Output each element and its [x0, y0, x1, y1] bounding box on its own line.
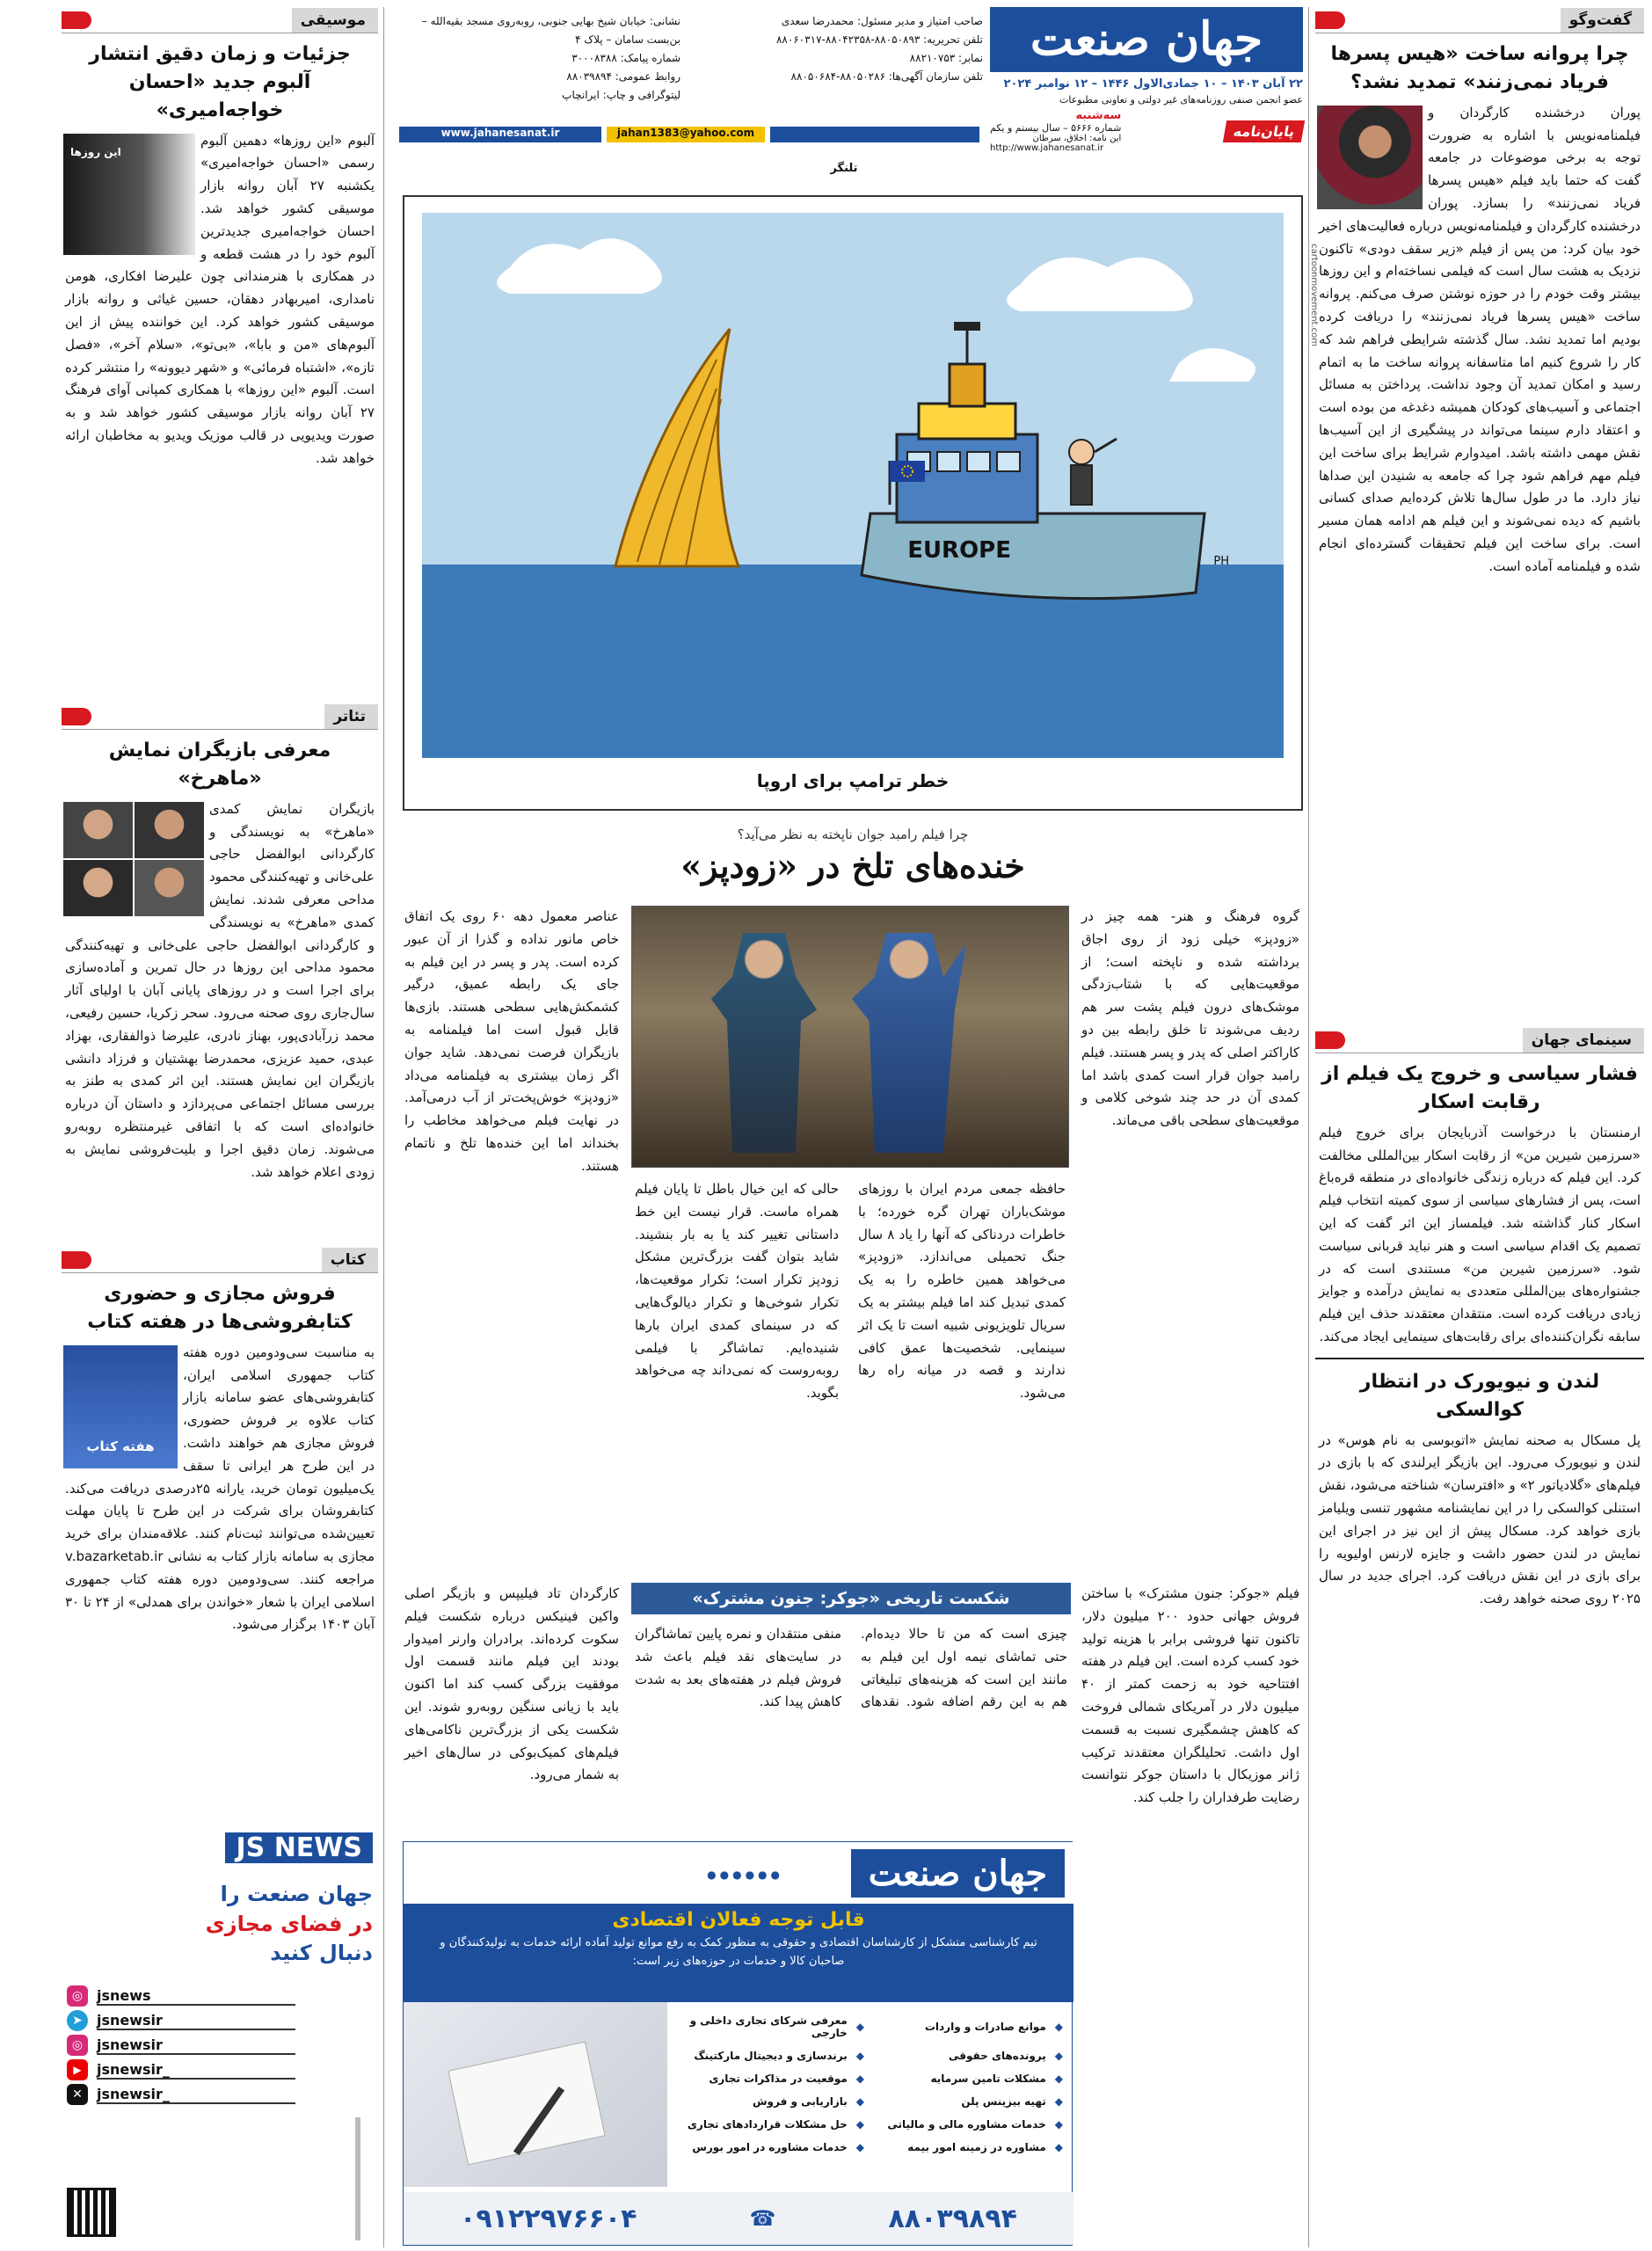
interview-photo: [1317, 106, 1423, 209]
qr-code-icon[interactable]: [67, 2188, 116, 2237]
history-title: شکست تاریخی «جوکر: جنون مشترک»: [692, 1589, 1010, 1608]
section-label: تئاتر: [324, 704, 378, 729]
youtube-icon: ▶: [67, 2059, 88, 2080]
music-body: آلبوم «این روزها» دهمین آلبوم رسمی «احسان خواجه‌امیری» یکشنبه ۲۷ آبان روانه بازار موسیقی کشور خواهد شد. احسان خواجه‌امیری جدیدترین آلبوم خود را در هشت قطعه و در همکاری با هنرمندانی چون علیرضا افکاری، هومن نامداری، امیربهادر دهقان، حسین غیاثی و روانه بازار موسیقی کشور خواهد کرد. این خواننده پیش از این آلبوم‌های «من و بابا»، «بی‌تو»، «سلام آخر»، «فصل تازه»، «اشتباه فرمائی» و «شهر دیوونه» را منتشر کرده است. آلبوم «این روزها» با همکاری کمپانی آوای فرهنگ ۲۷ آبان روانه بازار موسیقی کشور خواهد شد و به صورت ویدیویی در قالب موزیک ویدیو به مخاطبان ارائه خواهد شد.: [65, 132, 375, 466]
x-icon: ✕: [67, 2084, 88, 2105]
jsnews-line-1: جهان صنعت را: [220, 1882, 373, 1906]
book-title: فروش مجازی و حضوری کتابفروشی‌ها در هفته کتاب: [87, 1283, 353, 1333]
book-body: به مناسبت سی‌ودومین دوره هفته کتاب جمهوری اسلامی ایران، کتابفروشی‌های عضو سامانه بازار کتاب علاوه بر فروش حضوری، فروش مجازی هم خواهند داشت. در این طرح هر ایرانی تا سقف یک‌میلیون تومان خرید، یارانه ۲۵درصدی دریافت می‌کند. کتابفروشان برای شرکت در این طرح تا پایان مهلت تعیین‌شده می‌توانند ثبت‌نام کنند. علاقه‌مندان برای خرید مجازی به سامانه بازار کتاب به نشانی v.bazarketab.ir مراجعه کنند. سی‌ودومین دوره هفته کتاب جمهوری اسلامی ایران با شعار «خواندن برای همدلی» از ۲۴ تا ۳۰ آبان ۱۴۰۳ برگزار می‌شود.: [65, 1344, 375, 1633]
social-handle[interactable]: ◎ jsnewsir: [67, 2035, 295, 2056]
social-handle[interactable]: ✕ jsnewsir_: [67, 2084, 295, 2105]
section-label: گفت‌وگو: [1561, 8, 1644, 33]
main-intro-col: [1078, 906, 1303, 1275]
fax: نمابر: ۸۸۲۱۰۷۵۳: [909, 52, 983, 64]
section-header-book: [62, 1247, 378, 1273]
section-marker: [1315, 11, 1345, 29]
book-section: [62, 1247, 378, 1636]
ad-item: ◆ حل مشکلات قراردادهای تجاری: [687, 2118, 864, 2131]
section-marker: [62, 1251, 91, 1269]
theater-section: [62, 703, 378, 1184]
ad-item: ◆ معرفی شرکای تجاری داخلی و خارجی: [689, 2014, 864, 2039]
jsnews-box[interactable]: [62, 1827, 378, 2247]
social-handle[interactable]: ◎ jsnews: [67, 1985, 295, 2007]
section-label: سینمای جهان: [1523, 1028, 1644, 1053]
issue: شماره ۵۶۶۶ – سال بیستم و یکم: [990, 122, 1122, 134]
ad-item: ◆ موانع صادرات و واردات: [924, 2021, 1063, 2033]
email[interactable]: jahan1383@yahoo.com: [607, 127, 765, 142]
date-line: ۲۲ آبان ۱۴۰۳ – ۱۰ جمادی‌الاول ۱۴۴۶ – ۱۲ نوامبر ۲۰۲۴: [1003, 77, 1303, 91]
main-body-2: حالی که این خیال باطل تا پایان فیلم همراه ماست. قرار نیست این خط داستانی تغییر کند یا به بار بنشیند. شاید بتوان گفت بزرگ‌ترین مشکل زودپز تکرار است؛ تکرار موقعیت‌ها، تکرار شوخی‌ها و تکرار دیالوگ‌هایی که در سینمای کمدی ایران بارها شنیده‌ایم. تماشاگر با فیلمی روبه‌روست که نمی‌داند چه می‌خواهد بگوید.: [635, 1181, 839, 1402]
history-body-2: چیزی است که من تا حالا دیده‌ام. حتی تماشای نیمه اول این فیلم به مانند این است که هزینه‌های تبلیغاتی هم به این رقم اضافه شود. نقدهای منفی منتقدان و نمره پایین تماشاگران در سایت‌های نقد فیلم باعث شد فروش فیلم در هفته‌های بعد به شدت کاهش پیدا کند.: [635, 1626, 1067, 1710]
ad-item: ◆ خدمات مشاوره در امور بورس: [692, 2141, 864, 2153]
world-body-2: پل مسکال به صحنه نمایش «اتوبوسی به نام هوس» در لندن و نیویورک می‌رود. این بازیگر ایرلندی که با بازی در فیلم‌های «گلادیاتور ۲» و «افترسان» شناخته می‌شود، نقش استنلی کوالسکی را در این نمایشنامه مشهور تنسی ویلیامز بازی خواهد کرد. مسکال پیش از این نیز در اجرای این نمایش در لندن حضور داشت و جایزه لارنس اولیویه را برای بازی در این نقش دریافت کرد. اجرای جدید در سال ۲۰۲۵ روی صحنه خواهد رفت.: [1318, 1431, 1641, 1607]
sms: شماره پیامک: ۳۰۰۰۸۳۸۸: [571, 52, 680, 64]
logo[interactable]: جهان صنعت: [990, 7, 1303, 72]
ad-box[interactable]: [403, 1841, 1073, 2246]
jsnews-line-2: در فضای مجازی: [205, 1911, 373, 1936]
main-col-mid: [631, 1178, 842, 1539]
history-col-mid: [631, 1623, 1071, 1825]
ad-item: ◆ بازاریابی و فروش: [753, 2095, 864, 2108]
ad-image: [404, 2002, 667, 2187]
main-col-left: [401, 906, 622, 1539]
telegram-icon: ➤: [67, 2010, 88, 2031]
ad-item: ◆ پرونده‌های حقوقی: [949, 2050, 1063, 2062]
section-header-theater: [62, 703, 378, 730]
subtitle: عضو انجمن صنفی روزنامه‌های غیر دولتی و تعاونی مطبوعات: [1059, 94, 1303, 106]
ad-dots: ●●●●●●: [707, 1869, 783, 1881]
ad-phone-2[interactable]: ۰۹۱۲۲۹۷۶۶۰۴: [460, 2203, 637, 2234]
tower-icon: [355, 2117, 360, 2240]
day: سه‌شنبه: [1075, 109, 1122, 122]
instagram-icon: ◎: [67, 2035, 88, 2056]
cartoon-frame: [403, 195, 1319, 811]
instagram-icon: ◎: [67, 1985, 88, 2007]
ad-item: ◆ مشکلات تامین سرمایه: [930, 2073, 1063, 2085]
section-header-world: [1315, 1027, 1644, 1053]
ad-item: ◆ تهیه بیزینس پلن: [961, 2095, 1063, 2108]
tel: تلفن تحریریه: ۸۸۰۵۰۸۹۳-۸۸۰۴۲۳۵۸-۸۸۰۶۰۳۱۷: [775, 33, 983, 46]
jsnews-badge: JS NEWS: [225, 1832, 373, 1863]
main-body-1: حافظه جمعی مردم ایران با روزهای موشک‌باران تهران گره خورده؛ با خاطرات دردناکی که آنها را یاد ۸ سال جنگ تحمیلی می‌اندازد. «زودپز» می‌خواهد همین خاطره را به یک کمدی تبدیل کند اما فیلم بیشتر به یک سریال تلویزیونی شبیه است تا یک اثر سینمایی. شخصیت‌ها عمق کافی ندارند و قصه در میانه راه رها می‌شود.: [858, 1181, 1066, 1402]
book-poster: هفته کتاب: [63, 1345, 178, 1468]
world-title-1: فشار سیاسی و خروج یک فیلم از رقابت اسکار: [1321, 1063, 1638, 1113]
section-label: موسیقی: [292, 8, 378, 33]
ad-sub: تیم کارشناسی متشکل از کارشناسان اقتصادی و حقوقی به منظور کمک به رفع موانع تولید آماده ارائه خدمات به تولیدکنندگان و صاحبان کالا و خدمات در حوزه‌های زیر است:: [440, 1936, 1037, 1968]
main-title: خنده‌های تلخ در «زودپز»: [680, 846, 1025, 885]
publisher: صاحب امتیاز و مدیر مسئول: محمدرضا سعدی: [781, 15, 983, 27]
main-photo: [631, 906, 1069, 1168]
web-bar: [399, 127, 979, 142]
founder-note: این نامه: اخلاق، سرطان: [1032, 134, 1122, 143]
interview-body: پوران درخشنده کارگردان و فیلمنامه‌نویس با اشاره به ضرورت توجه به برخی موضوعات در جامعه گفت که حتما باید فیلم «هیس پسرها فریاد نمی‌زنند» را بسازد. پوران درخشنده کارگردان و فیلمنامه‌نویس درباره فعالیت‌های اخیر خود بیان کرد: من پس از فیلم «زیر سقف دودی» تاکنون نزدیک به هشت سال است که فیلمی نساخته‌ام و این روزها بیشتر وقت خودم را در حوزه نوشتن صرف می‌کنم. پروانه ساخت «هیس پسرها فریاد نمی‌زنند» را دریافت کرده بودیم اما تمدید نشد. سال گذشته شرایطی فراهم شد که کار را شروع کنیم اما متاسفانه پروانه ساخت ما به اتمام رسید و امکان تمدید آن وجود نداشت. پرداختن به مسائل اجتماعی و آسیب‌های کودکان همیشه دغدغه من بوده است و اعتقاد دارم سینما می‌تواند در پیشگیری از این آسیب‌ها نقش مهمی داشته باشد. امیدوارم شرایط برای ساخت این فیلم مهم فراهم شود چرا که جامعه به شنیدن این صداها نیاز دارد. ما در طول سال‌ها تلاش کرده‌ایم صدای کسانی باشیم که دیده نمی‌شوند و این فیلم هم ادامه همان مسیر است. برای ساخت این فیلم تحقیقات گسترده‌ای انجام شده و فیلمنامه آماده است.: [1319, 104, 1641, 574]
cartoon-caption: خطر ترامپ برای اروپا: [756, 770, 950, 791]
svg-text:PH: PH: [1213, 555, 1229, 568]
left-column: [62, 7, 378, 2247]
masthead: [990, 7, 1303, 153]
main-intro: گروه فرهنگ و هنر- همه چیز در «زودپز» خیلی زود از روی اجاق برداشته شده و ناپخته است؛ از موقعیت‌هایی که با شتاب‌زدگی موشک‌های درون فیلم پشت سر هم ردیف می‌شوند تا خلق رابطه بین دو کاراکتر اصلی که پدر و پسر هستند. فیلم رامبد جوان قرار است کمدی باشد اما کمدی آن در حد چند شوخی کلامی و موقعیت‌های سطحی باقی می‌ماند.: [1081, 908, 1299, 1129]
world-section: [1315, 1027, 1644, 1611]
section-header-interview: [1315, 7, 1644, 33]
social-handle[interactable]: ➤ jsnewsir: [67, 2010, 295, 2031]
print: لیتوگرافی و چاپ: ایرانچاپ: [562, 89, 680, 101]
section-marker: [62, 11, 91, 29]
ad-item: ◆ برندسازی و دیجیتال مارکتینگ: [694, 2050, 864, 2062]
cartoon-image: [404, 197, 1301, 809]
theater-body: بازیگران نمایش کمدی «ماهرخ» به نویسندگی و کارگردانی ابوالفضل حاجی علی‌خانی و تهیه‌کنندگی محمود مداحی معرفی شدند. نمایش کمدی «ماهرخ» به نویسندگی و کارگردانی ابوالفضل حاجی علی‌خانی و تهیه‌کنندگی محمود مداحی این روزها در حال تمرین و آماده‌سازی برای اجرا است و در روزهای پایانی آبان با اولیای آثار سال‌جاری روی صحنه می‌رود. سحر زکریا، حسین رفیعی، محمد زرآبادی‌پور، بهناز نادری، علیرضا ذوالفقاری، بهزاد عبدی، حمید عزیزی، محمدرضا بهشتیان و فرزاد دانشی بازیگران این نمایش هستند. این اثر کمدی به طنز به بررسی مسائل اجتماعی می‌پردازد و داستان آن درباره خانواده‌ای است که با اتفاقی غیرمنتظره روبه‌رو می‌شوند. زمان دقیق اجرا و بلیت‌فروشی نمایش به زودی اعلام خواهد شد.: [65, 800, 375, 1180]
world-body-1: ارمنستان با درخواست آذربایجان برای خروج فیلم «سرزمین شیرین من» از رقابت اسکار بین‌المللی مخالفت کرد. این فیلم که درباره زندگی خانواده‌ای در منطقه قره‌باغ است، پس از فشارهای سیاسی از سوی کمیته انتخاب فیلم اسکار کنار گذاشته شد. فیلمساز این اثر گفت که این تصمیم یک اقدام سیاسی است و هنر نباید قربانی سیاست شود. «سرزمین شیرین من» مستندی است که در جشنواره‌های بین‌المللی متعددی به نمایش درآمده و جوایز زیادی دریافت کرده است. منتقدان معتقدند حذف این فیلم سابقه نگران‌کننده‌ای برای رقابت‌های سینمایی ایجاد می‌کند.: [1319, 1124, 1641, 1344]
interview-title: چرا پروانه ساخت «هیس پسرها فریاد نمی‌زنند» تمدید نشد؟: [1330, 43, 1629, 93]
social-handle[interactable]: ▶ jsnewsir_: [67, 2059, 295, 2080]
main-col-right: [855, 1178, 1069, 1539]
main-body-3: عناصر معمول دهه ۶۰ روی یک اتفاق خاص مانور نداده و گذرا از آن عبور کرده است. پدر و پسر در این فیلم به جای یک رابطه عمیق، درگیر کشمکش‌هایی سطحی هستند. بازی‌ها قابل قبول است اما فیلمنامه به بازیگران فرصت نمی‌دهد. شاید جوان اگر زمان بیشتری به فیلمنامه می‌داد «زودپز» خوش‌پخت‌تر از آب درمی‌آمد. در نهایت فیلم می‌خواهد مخاطب را بخنداند اما این خنده‌ها تلخ و ناتمام هستند.: [404, 908, 619, 1174]
address: نشانی: خیابان شیخ بهایی جنوبی، روبه‌روی مسجد بقیه‌الله – بن‌بست سامان – پلاک ۴: [421, 15, 680, 46]
history-body-3: کارگردان تاد فیلیپس و بازیگر اصلی واکین فینیکس درباره شکست فیلم سکوت کرده‌اند. برادران وارنر امیدوار بودند این فیلم مانند قسمت اول موفقیت بزرگی کسب کند اما اکنون باید با زیانی سنگین روبه‌رو شوند. این شکست یکی از بزرگ‌ترین ناکامی‌های فیلم‌های کمیک‌بوکی در سال‌های اخیر به شمار می‌رود.: [404, 1585, 619, 1783]
ad-item: ◆ مشاوره در زمینه امور بیمه: [907, 2141, 1063, 2153]
history-col-right: [1078, 1583, 1303, 2247]
divider: [1315, 1358, 1644, 1359]
ads-tel: تلفن سازمان آگهی‌ها: ۸۸۰۵۰۲۸۶-۸۸۰۵۰۶۸۴: [790, 70, 983, 83]
ad-title: قابل توجه فعالان اقتصادی: [612, 1909, 865, 1931]
world-title-2: لندن و نیویورک در انتظار کوالسکی: [1359, 1370, 1600, 1421]
site-small[interactable]: http://www.jahanesanat.ir: [990, 143, 1104, 153]
jsnews-line-3: دنبال کنید: [270, 1941, 373, 1966]
header-info: [399, 12, 983, 118]
history-col-left: [401, 1583, 622, 1825]
cast-photos: [63, 802, 204, 916]
boat-text: EUROPE: [907, 537, 1011, 564]
section-header-music: [62, 7, 378, 33]
cartoon-tag: تلنگر: [830, 162, 858, 175]
main-kicker: چرا فیلم رامبد جوان ناپخته به نظر می‌آید؟: [737, 827, 969, 842]
badge: پایان‌نامه: [1222, 120, 1305, 142]
history-body-1: فیلم «جوکر: جنون مشترک» با ساختن فروش جهانی حدود ۲۰۰ میلیون دلار، تاکنون تنها فروشی برابر با هزینه تولید خود کسب کرده است. این فیلم در هفته افتتاحیه خود به زحمت کمتر از ۴۰ میلیون دلار در آمریکای شمالی فروخت که کاهش چشمگیری نسبت به قسمت اول داشت. تحلیلگران معتقدند ترکیب ژانر موزیکال با داستان جوکر نتوانست رضایت طرفداران را جلب کند.: [1081, 1585, 1299, 1806]
album-cover: این روزها: [63, 134, 195, 255]
section-marker: [1315, 1031, 1345, 1049]
ad-items: [676, 2011, 1063, 2157]
section-label: کتاب: [322, 1248, 378, 1272]
section-marker: [62, 708, 91, 725]
right-column: [1315, 7, 1644, 2247]
column-divider: [383, 7, 384, 2247]
ad-item: ◆ موقعیت در مذاکرات تجاری: [709, 2073, 864, 2085]
ad-phone-1[interactable]: ۸۸۰۳۹۸۹۴: [888, 2203, 1017, 2234]
theater-title: معرفی بازیگران نمایش «ماهرخ»: [108, 739, 331, 790]
history-banner: [631, 1583, 1071, 1614]
ad-item: ◆ خدمات مشاوره مالی و مالیاتی: [887, 2118, 1063, 2131]
phone-icon: ☎: [749, 2206, 776, 2231]
website[interactable]: www.jahanesanat.ir: [399, 127, 601, 142]
cartoon-credit: cartoonmovement.com: [1309, 244, 1319, 346]
music-title: جزئیات و زمان دقیق انتشار آلبوم جدید «احسان خواجه‌امیری»: [89, 43, 351, 121]
ad-logo: جهان صنعت: [851, 1849, 1065, 1898]
public-relations: روابط عمومی: ۸۸۰۳۹۸۹۴: [566, 70, 680, 83]
